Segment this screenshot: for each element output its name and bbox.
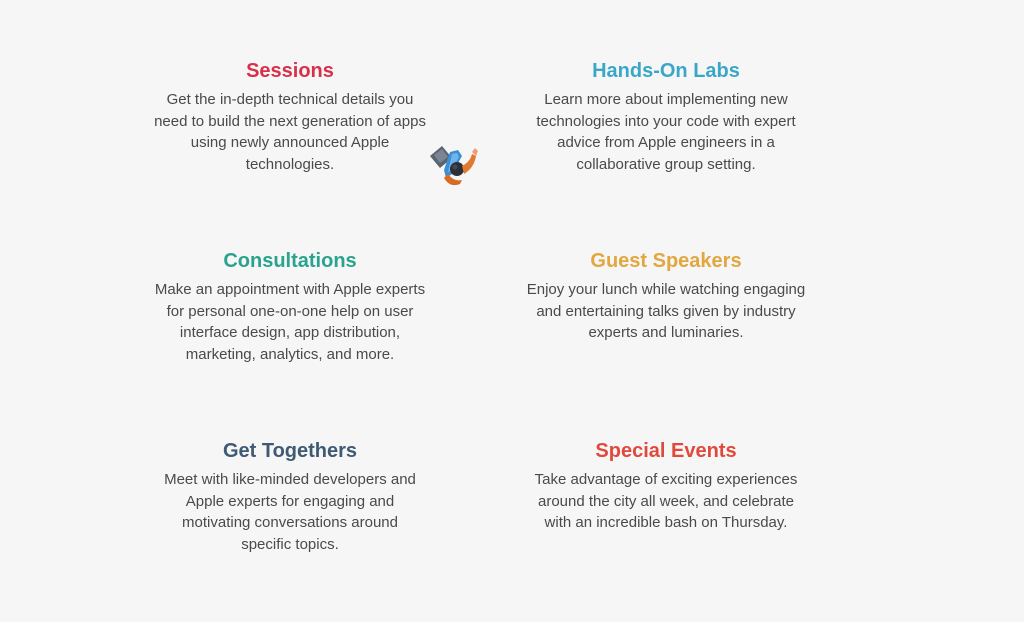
feature-title-guest-speakers: Guest Speakers <box>590 250 742 272</box>
description-line: Meet with like-minded developers and <box>164 471 416 488</box>
feature-description-guest-speakers <box>506 279 826 344</box>
description-line: and entertaining talks given by industry <box>536 302 796 320</box>
feature-title-get-togethers: Get Togethers <box>222 440 358 462</box>
feature-description-special-events <box>506 469 826 534</box>
description-line: Enjoy your lunch while watching engaging <box>526 281 806 298</box>
feature-title-hands-on-labs: Hands-On Labs <box>592 60 740 82</box>
description-line: specific topics. <box>241 535 339 553</box>
description-line: technologies. <box>245 155 335 173</box>
description-line: with an incredible bash on Thursday. <box>544 514 788 531</box>
description-line: marketing, analytics, and more. <box>185 345 395 363</box>
description-line: Get the in-depth technical details you <box>166 91 414 108</box>
feature-description-consultations <box>130 279 450 365</box>
feature-description-hands-on-labs <box>506 89 826 175</box>
feature-get-togethers <box>130 439 450 555</box>
description-line: around the city all week, and celebrate <box>538 492 794 510</box>
people-high-five-icon <box>426 140 480 194</box>
feature-consultations <box>130 249 450 365</box>
description-line: Learn more about implementing new <box>544 91 788 108</box>
feature-sessions <box>130 59 450 175</box>
description-line: interface design, app distribution, <box>179 324 401 341</box>
description-line: using newly announced Apple <box>190 134 390 151</box>
feature-guest-speakers <box>506 249 826 344</box>
description-line: technologies into your code with expert <box>536 112 796 130</box>
feature-title-sessions: Sessions <box>246 60 334 82</box>
feature-description-sessions <box>130 89 450 175</box>
description-line: for personal one-on-one help on user <box>166 302 414 320</box>
feature-special-events <box>506 439 826 534</box>
description-line: need to build the next generation of apps <box>154 112 426 130</box>
description-line: Make an appointment with Apple experts <box>154 281 426 298</box>
description-line: experts and luminaries. <box>588 324 744 341</box>
description-line: collaborative group setting. <box>576 155 756 173</box>
feature-title-consultations: Consultations <box>223 250 357 272</box>
description-line: Apple experts for engaging and <box>185 492 395 510</box>
feature-title-special-events: Special Events <box>595 440 737 462</box>
description-line: motivating conversations around <box>182 514 398 531</box>
description-line: advice from Apple engineers in a <box>557 134 775 151</box>
feature-description-get-togethers <box>130 469 450 555</box>
feature-hands-on-labs <box>506 59 826 175</box>
description-line: Take advantage of exciting experiences <box>534 471 798 488</box>
